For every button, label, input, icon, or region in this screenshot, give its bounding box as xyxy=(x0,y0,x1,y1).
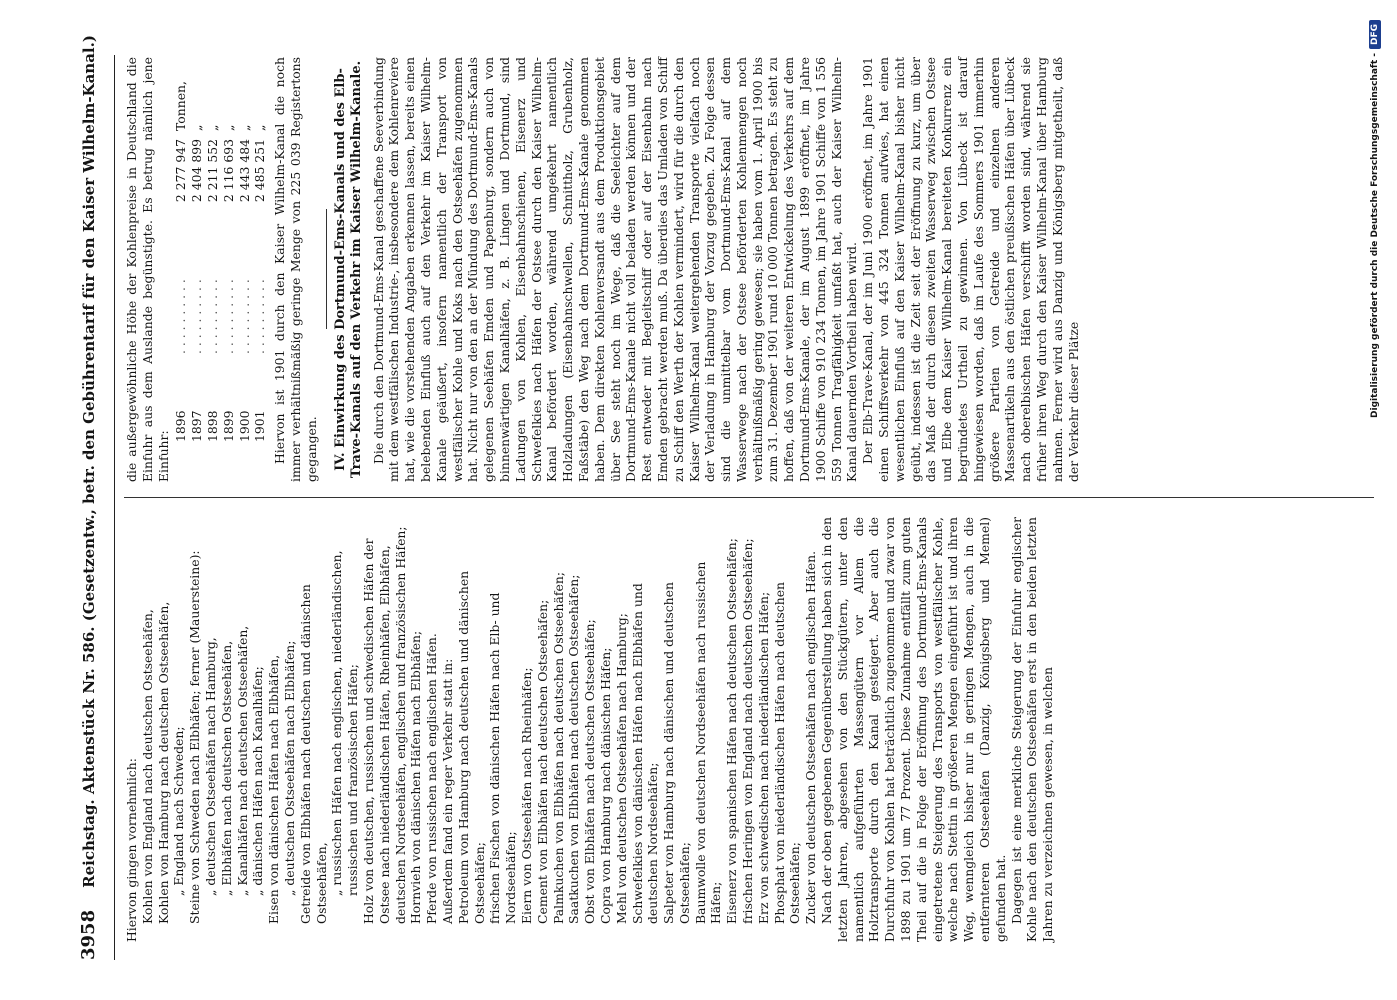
traffic-item: Eisenerz von spanischen Häfen nach deutschen Ostseehäfen; xyxy=(724,538,740,924)
goods-item: Holz von deutschen, russischen und schwedischen Häfen der Ostsee nach niederländischen Häfen, Rheinhäfen, Elbhäfen, deutschen Nordseehäfen, englischen und französischen Häfen; xyxy=(360,526,408,924)
coal-import-row xyxy=(252,57,268,482)
coal-import-row xyxy=(189,57,205,482)
goods-intro: Hiervon gingen vornehmlich: xyxy=(124,758,139,942)
traffic-item: Salpeter von Hamburg nach dänischen und deutschen Ostseehäfen; xyxy=(661,582,692,924)
column-divider xyxy=(124,497,1374,498)
goods-item: „ russischen Häfen nach englischen, niederländischen, russischen und französischen Häfen; xyxy=(329,550,361,896)
leader-dots: . . . . . . . . . . xyxy=(204,279,220,354)
traffic-item: Cement von Elbhäfen nach deutschen Ostseehäfen; xyxy=(534,599,550,924)
also-intro: Außerdem fand ein reger Verkehr statt in: xyxy=(439,658,455,924)
dfg-logo: DFG xyxy=(1369,20,1381,49)
tonnage-cell: 2 443 484 xyxy=(236,139,252,203)
traffic-item: Mehl von deutschen Ostseehäfen nach Hamburg; xyxy=(613,613,629,924)
goods-item: Steine von Schweden nach Elbhäfen; ferner (Mauersteine): xyxy=(187,550,203,924)
goods-item: „ deutschen Ostseehäfen nach Elbhäfen; xyxy=(281,640,297,896)
year-cell: 1901 xyxy=(252,410,268,442)
year-cell: 1897 xyxy=(189,410,205,442)
goods-item: Eisen von dänischen Häfen nach Elbhäfen, xyxy=(266,654,282,924)
page-title: Reichstag. Aktenstück Nr. 586. (Gesetzentw., betr. den Gebührentarif für den Kaiser Wilhelm-Kanal.) xyxy=(80,35,98,888)
goods-item: Kohlen von England nach deutschen Ostseehäfen, xyxy=(139,609,155,924)
traffic-item: Schwefelkies von dänischen Häfen nach Elbhäfen und deutschen Nordseehäfen; xyxy=(629,583,661,924)
leader-dots: . . . . . . . . . . xyxy=(173,279,189,354)
paragraph-english-coal: Dagegen ist eine merkliche Steigerung der Einfuhr englischer Kohle nach den deutschen Ostseehäfen erst in den beiden letzten Jahren zu verzeichnen gewesen, in welchen xyxy=(1008,517,1056,942)
header-rule xyxy=(114,55,115,960)
traffic-item: Petroleum von Hamburg nach deutschen und dänischen Ostseehäfen; xyxy=(455,570,487,924)
goods-item: Getreide von Elbhäfen nach deutschen und dänischen Ostseehäfen, xyxy=(297,584,329,924)
goods-item: „ dänischen Häfen nach Kanalhäfen; xyxy=(250,666,266,896)
paragraph-coal-prices: die außergewöhnliche Höhe der Kohlenpreise in Deutschland die Einfuhr aus dem Auslande begünstigte. Es betrug nämlich jene Einfuhr: xyxy=(124,57,171,482)
tonnage-cell: 2 116 693 xyxy=(220,139,236,203)
goods-item: „ Elbhäfen nach deutschen Ostseehäfen, xyxy=(218,640,234,896)
goods-item: „ deutschen Ostseehäfen nach Hamburg, xyxy=(202,637,218,896)
leader-dots: . . . . . . . . . . xyxy=(252,279,268,354)
leader-dots: . . . . . . . . . . xyxy=(189,279,205,354)
goods-item: Pferde von russischen nach englischen Häfen. xyxy=(424,633,440,924)
paragraph-canal-share: Hiervon ist 1901 durch den Kaiser Wilhelm-Kanal die noch immer verhältnißmäßig geringe Menge von 225 039 Registertons gegangen. xyxy=(272,57,319,482)
paragraph-dortmund-ems: Die durch den Dortmund-Ems-Kanal geschaffene Seeverbindung mit dem westfälischen Industrie-, insbesondere dem Kohlenreviere hat, wie die vorstehenden Angaben erkennen lassen, bereits einen belebenden Einfluß auch auf den Verkehr im Kaiser Wilhelm-Kanale geäußert, insofern namentlich der Transport von westfälischer Kohle und Koks nach den Ostseehäfen zugenommen hat. Nicht nur von den an der Mündung des Dortmund-Ems-Kanals gelegenen Seehäfen Emden und Papenburg, sondern auch von binnenwärtigen Kanalhäfen, z. B. Lingen und Dortmund, sind Ladungen von Kohlen, Eisenbahnschienen, Eisenerz und Schwefelkies nach Häfen der Ostsee durch den Kaiser Wilhelm-Kanal befördert worden, während umgekehrt namentlich Holzladungen (Eisenbahnschwellen, Schnittholz, Grubenholz, Faßstäbe) den Weg nach dem Dortmund-Ems-Kanale genommen haben. Dem direkten Kohlenversandt aus dem Produktionsgebiet über See steht noch im Wege, daß die Seeleichter auf dem Dortmund-Ems-Kanale nicht voll beladen werden können und der Rest entweder mit Begleitschiff oder auf der Eisenbahn nach Emden gebracht werden muß. Da überdies das Umladen von Schiff zu Schiff den Werth der Kohlen vermindert, wird für die durch den Kaiser Wilhelm-Kanal weitergehenden Transporte vielfach noch der Verladung in Hamburg der Vorzug gegeben. Zu Folge dessen sind die unmittelbar vom Dortmund-Ems-Kanal auf dem Wasserwege nach der Ostsee beförderten Kohlenmengen noch verhältnißmäßig gering gewesen; sie haben vom 1. April 1900 bis zum 31. Dezember 1901 rund 10 000 Tonnen betragen. Es steht zu hoffen, daß von der weiteren Entwickelung des Verkehrs auf dem Dortmund-Ems-Kanale, der im August 1899 eröffnet, im Jahre 1900 Schiffe von 910 234 Tonnen, im Jahre 1901 Schiffe von 1 556 559 Tonnen Tragfähigkeit umfaßt hat, auch der Kaiser Wilhelm-Kanal dauernden Vortheil haben wird. xyxy=(370,57,860,482)
tonnage-cell: 2 485 251 xyxy=(252,139,268,203)
paragraph-elb-trave: Der Elb-Trave-Kanal, der im Juni 1900 eröffnet, im Jahre 1901 einen Schiffsverkehr von 445 324 Tonnen aufwies, hat einen wesentlichen Einfluß auf den Kaiser Wilhelm-Kanal bisher nicht geübt, indessen ist die Zeit seit der Eröffnung zu kurz, um über das Maß der durch diesen zweiten Wasserweg zwischen Ostsee und Elbe dem Kaiser Wilhelm-Kanal bereiteten Konkurrenz ein begründetes Urtheil zu gewinnen. Von Lübeck ist darauf hingewiesen worden, daß im Laufe des Sommers 1901 immerhin größere Partien von Getreide und einzelnen anderen Massenartikeln aus den östlichen preußischen Häfen über Lübeck nach oberelbischen Häfen verschifft worden sind, während sie früher ihren Weg durch den Kaiser Wilhelm-Kanal über Hamburg nahmen. Ferner wird aus Danzig und Königsberg mitgetheilt, daß der Verkehr dieser Plätze xyxy=(860,57,1081,482)
page-number: 3958 xyxy=(78,909,99,960)
right-column xyxy=(124,57,1394,482)
coal-import-table xyxy=(173,57,268,482)
goods-item: „ England nach Schweden; xyxy=(171,726,187,896)
leader-dots: . . . . . . . . . . xyxy=(236,279,252,354)
tonnage-cell: 2 277 947 xyxy=(173,139,189,203)
unit-cell: „ xyxy=(204,124,220,131)
traffic-item: Erz von schwedischen nach niederländischen Häfen; xyxy=(755,591,771,924)
year-cell: 1898 xyxy=(204,410,220,442)
page-header xyxy=(78,35,112,960)
section-divider xyxy=(326,210,327,330)
traffic-item: Baumwolle von deutschen Nordseehäfen nach russischen Häfen; xyxy=(692,561,724,924)
traffic-item: Eiern von Ostseehäfen nach Rheinhäfen; xyxy=(518,667,534,924)
goods-item: „ Kanalhäfen nach deutschen Ostseehäfen, xyxy=(234,625,250,896)
unit-cell: „ xyxy=(189,124,205,131)
traffic-item: Copra von Hamburg nach dänischen Häfen; xyxy=(597,647,613,924)
coal-import-row xyxy=(237,57,253,482)
goods-item: Hornvieh von dänischen Häfen nach Elbhäfen; xyxy=(408,630,424,924)
goods-item: Kohlen von Hamburg nach deutschen Ostseehäfen, xyxy=(155,601,171,924)
unit-cell: „ xyxy=(220,124,236,131)
goods-list xyxy=(140,517,440,942)
digitization-credit xyxy=(1369,20,1389,980)
tonnage-cell: 2 211 552 xyxy=(204,139,220,203)
unit-cell: „ xyxy=(252,124,268,131)
traffic-item: frischen Fischen von dänischen Häfen nach Elb- und Nordseehäfen; xyxy=(487,592,519,924)
unit-cell: Tonnen, xyxy=(173,81,189,131)
year-cell: 1899 xyxy=(220,410,236,442)
year-cell: 1896 xyxy=(173,410,189,442)
credit-text: Digitalisierung gefördert durch die Deutsche Forschungsgemeinschaft - xyxy=(1370,53,1380,418)
unit-cell: „ xyxy=(236,124,252,131)
traffic-item: Obst von Elbhäfen nach deutschen Ostseehäfen; xyxy=(582,619,598,924)
year-cell: 1900 xyxy=(236,410,252,442)
traffic-item: Saatkuchen von Elbhäfen nach deutschen Ostseehäfen; xyxy=(566,574,582,924)
paragraph-goods-summary: Nach der oben gegebenen Gegenüberstellung haben sich in den letzten Jahren, abgesehen von den Stückgütern, unter den namentlich aufgeführten Massengütern vor Allem die Holztransporte durch den Kanal gesteigert. Aber auch die Durchfuhr von Kohlen hat beträchtlich zugenommen und zwar von 1898 zu 1901 um 77 Prozent. Diese Zunahme entfällt zum guten Theil auf die in Folge der Eröffnung des Dortmund-Ems-Kanals eingetretene Steigerung des Transports von westfälischer Kohle, welche nach Stettin in größeren Mengen eingeführt ist und ihren Weg, wenngleich bisher nur in geringen Mengen, auch in die entfernteren Ostseehäfen (Danzig, Königsberg und Memel) gefunden hat. xyxy=(819,517,1008,942)
traffic-item: frischen Heringen von England nach deutschen Ostseehäfen; xyxy=(740,538,756,924)
coal-import-row xyxy=(221,57,237,482)
section-heading: IV. Einwirkung des Dortmund-Ems-Kanals und des Elb-Trave-Kanals auf den Verkehr im Kaiser Wilhelm-Kanale. xyxy=(332,60,364,479)
tonnage-cell: 2 404 899 xyxy=(189,139,205,203)
traffic-item: Palmkuchen von Elbhäfen nach deutschen Ostseehäfen; xyxy=(550,571,566,924)
traffic-item: Zucker von deutschen Ostseehäfen nach englischen Häfen. xyxy=(803,550,819,924)
leader-dots: . . . . . . . . . . xyxy=(220,279,236,354)
also-list xyxy=(456,517,819,942)
coal-import-row xyxy=(205,57,221,482)
coal-import-row xyxy=(173,57,189,482)
traffic-item: Phosphat von niederländischen Häfen nach deutschen Ostseehäfen; xyxy=(771,581,803,924)
left-column xyxy=(124,517,1394,942)
